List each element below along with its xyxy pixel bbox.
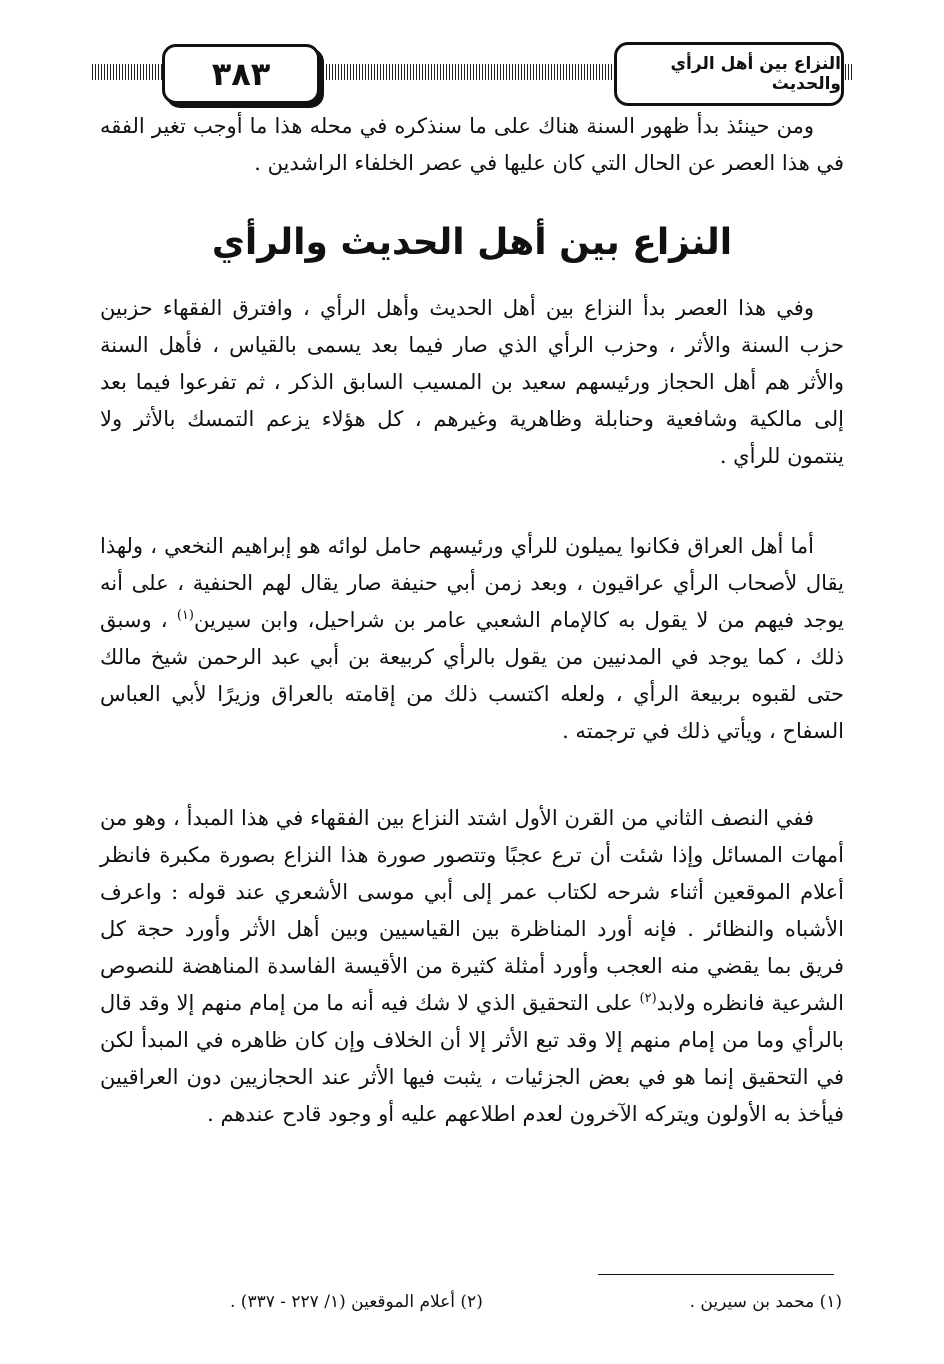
footnote-divider — [598, 1274, 834, 1275]
footnote-ref-2[interactable]: (٢) — [639, 991, 657, 1006]
paragraph-3-text-b: على التحقيق الذي لا شك فيه أنه ما من إمام منهم إلا وقد قال بالرأي وما من إمام منهم إلا وقد تبع الأثر إلا أن الخلاف وإن كان ظاهره في المبدأ لكن في التحقيق إنما هو في بعض الجزئيات ، يثبت فيها الأثر عند الحجازيين دون العراقيين فيأخذ به الأولون ويتركه الآخرون لعدم اطلاعهم عليه أو وجود قادح عندهم . — [100, 991, 844, 1126]
footnote-ref-1[interactable]: (١) — [176, 608, 194, 623]
footnotes — [230, 1292, 842, 1322]
page-header — [92, 40, 852, 104]
paragraph-3 — [100, 800, 844, 1133]
paragraph-2-text-a: أما أهل العراق فكانوا يميلون للرأي ورئيسهم حامل لوائه هو إبراهيم النخعي ، ولهذا يقال لأصحاب الرأي عراقيون ، وبعد زمن أبي حنيفة صار يقال لهم الحنفية ، على أنه يوجد فيهم من لا يقول به كالإمام الشعبي عامر بن شراحيل، وابن سيرين — [100, 534, 845, 632]
paragraph-2-text-b: ، وسبق ذلك ، كما يوجد في المدنيين من يقول بالرأي كربيعة بن أبي عبد الرحمن شيخ مالك حتى لقبوه بربيعة الرأي ، ولعله اكتسب ذلك من إقامته بالعراق وزيرًا لأبي العباس السفاح ، ويأتي ذلك في ترجمته . — [100, 608, 844, 743]
section-heading: النزاع بين أهل الحديث والرأي — [211, 222, 733, 263]
footnote-2: (٢) أعلام الموقعين (١/ ٢٢٧ - ٣٣٧) . — [230, 1292, 483, 1312]
paragraph-2 — [100, 528, 844, 750]
intro-paragraph — [100, 108, 844, 182]
paragraph-1-text: وفي هذا العصر بدأ النزاع بين أهل الحديث وأهل الرأي ، وافترق الفقهاء حزبين حزب السنة والأثر ، وحزب الرأي الذي صار فيما بعد يسمى بالقياس ، فأهل السنة والأثر هم أهل الحجاز ورئيسهم سعيد بن المسيب السابق الذكر ، ثم تفرعوا فيما بعد إلى مالكية وشافعية وحنابلة وظاهرية وغيرهم ، كل هؤلاء يزعم التمسك بالأثر ولا ينتمون للرأي . — [100, 296, 844, 468]
page-number: ٣٨٣ — [162, 44, 320, 104]
paragraph-1 — [100, 290, 844, 475]
running-title: النزاع بين أهل الرأي والحديث — [614, 42, 844, 106]
footnote-1: (١) محمد بن سيرين . — [689, 1292, 842, 1312]
intro-text: ومن حينئذ بدأ ظهور السنة هناك على ما سنذكره في محله هذا ما أوجب تغير الفقه في هذا العصر عن الحال التي كان عليها في عصر الخلفاء الراشدين . — [100, 114, 844, 175]
paragraph-3-text-a: ففي النصف الثاني من القرن الأول اشتد النزاع بين الفقهاء في هذا المبدأ ، وهو من أمهات المسائل وإذا شئت أن ترع عجبًا وتتصور صورة هذا النزاع بصورة مكبرة فانظر أعلام الموقعين أثناء شرحه لكتاب عمر إلى أبي موسى الأشعري عند قوله : واعرف الأشباه والنظائر . فإنه أورد المناظرة بين القياسيين وبين أهل الأثر وأورد حجة كل فريق بما يقضي منه العجب وأورد أمثلة كثيرة من الأقيسة الفاسدة المناهضة للنصوص الشرعية فانظره ولابد — [100, 806, 844, 1015]
